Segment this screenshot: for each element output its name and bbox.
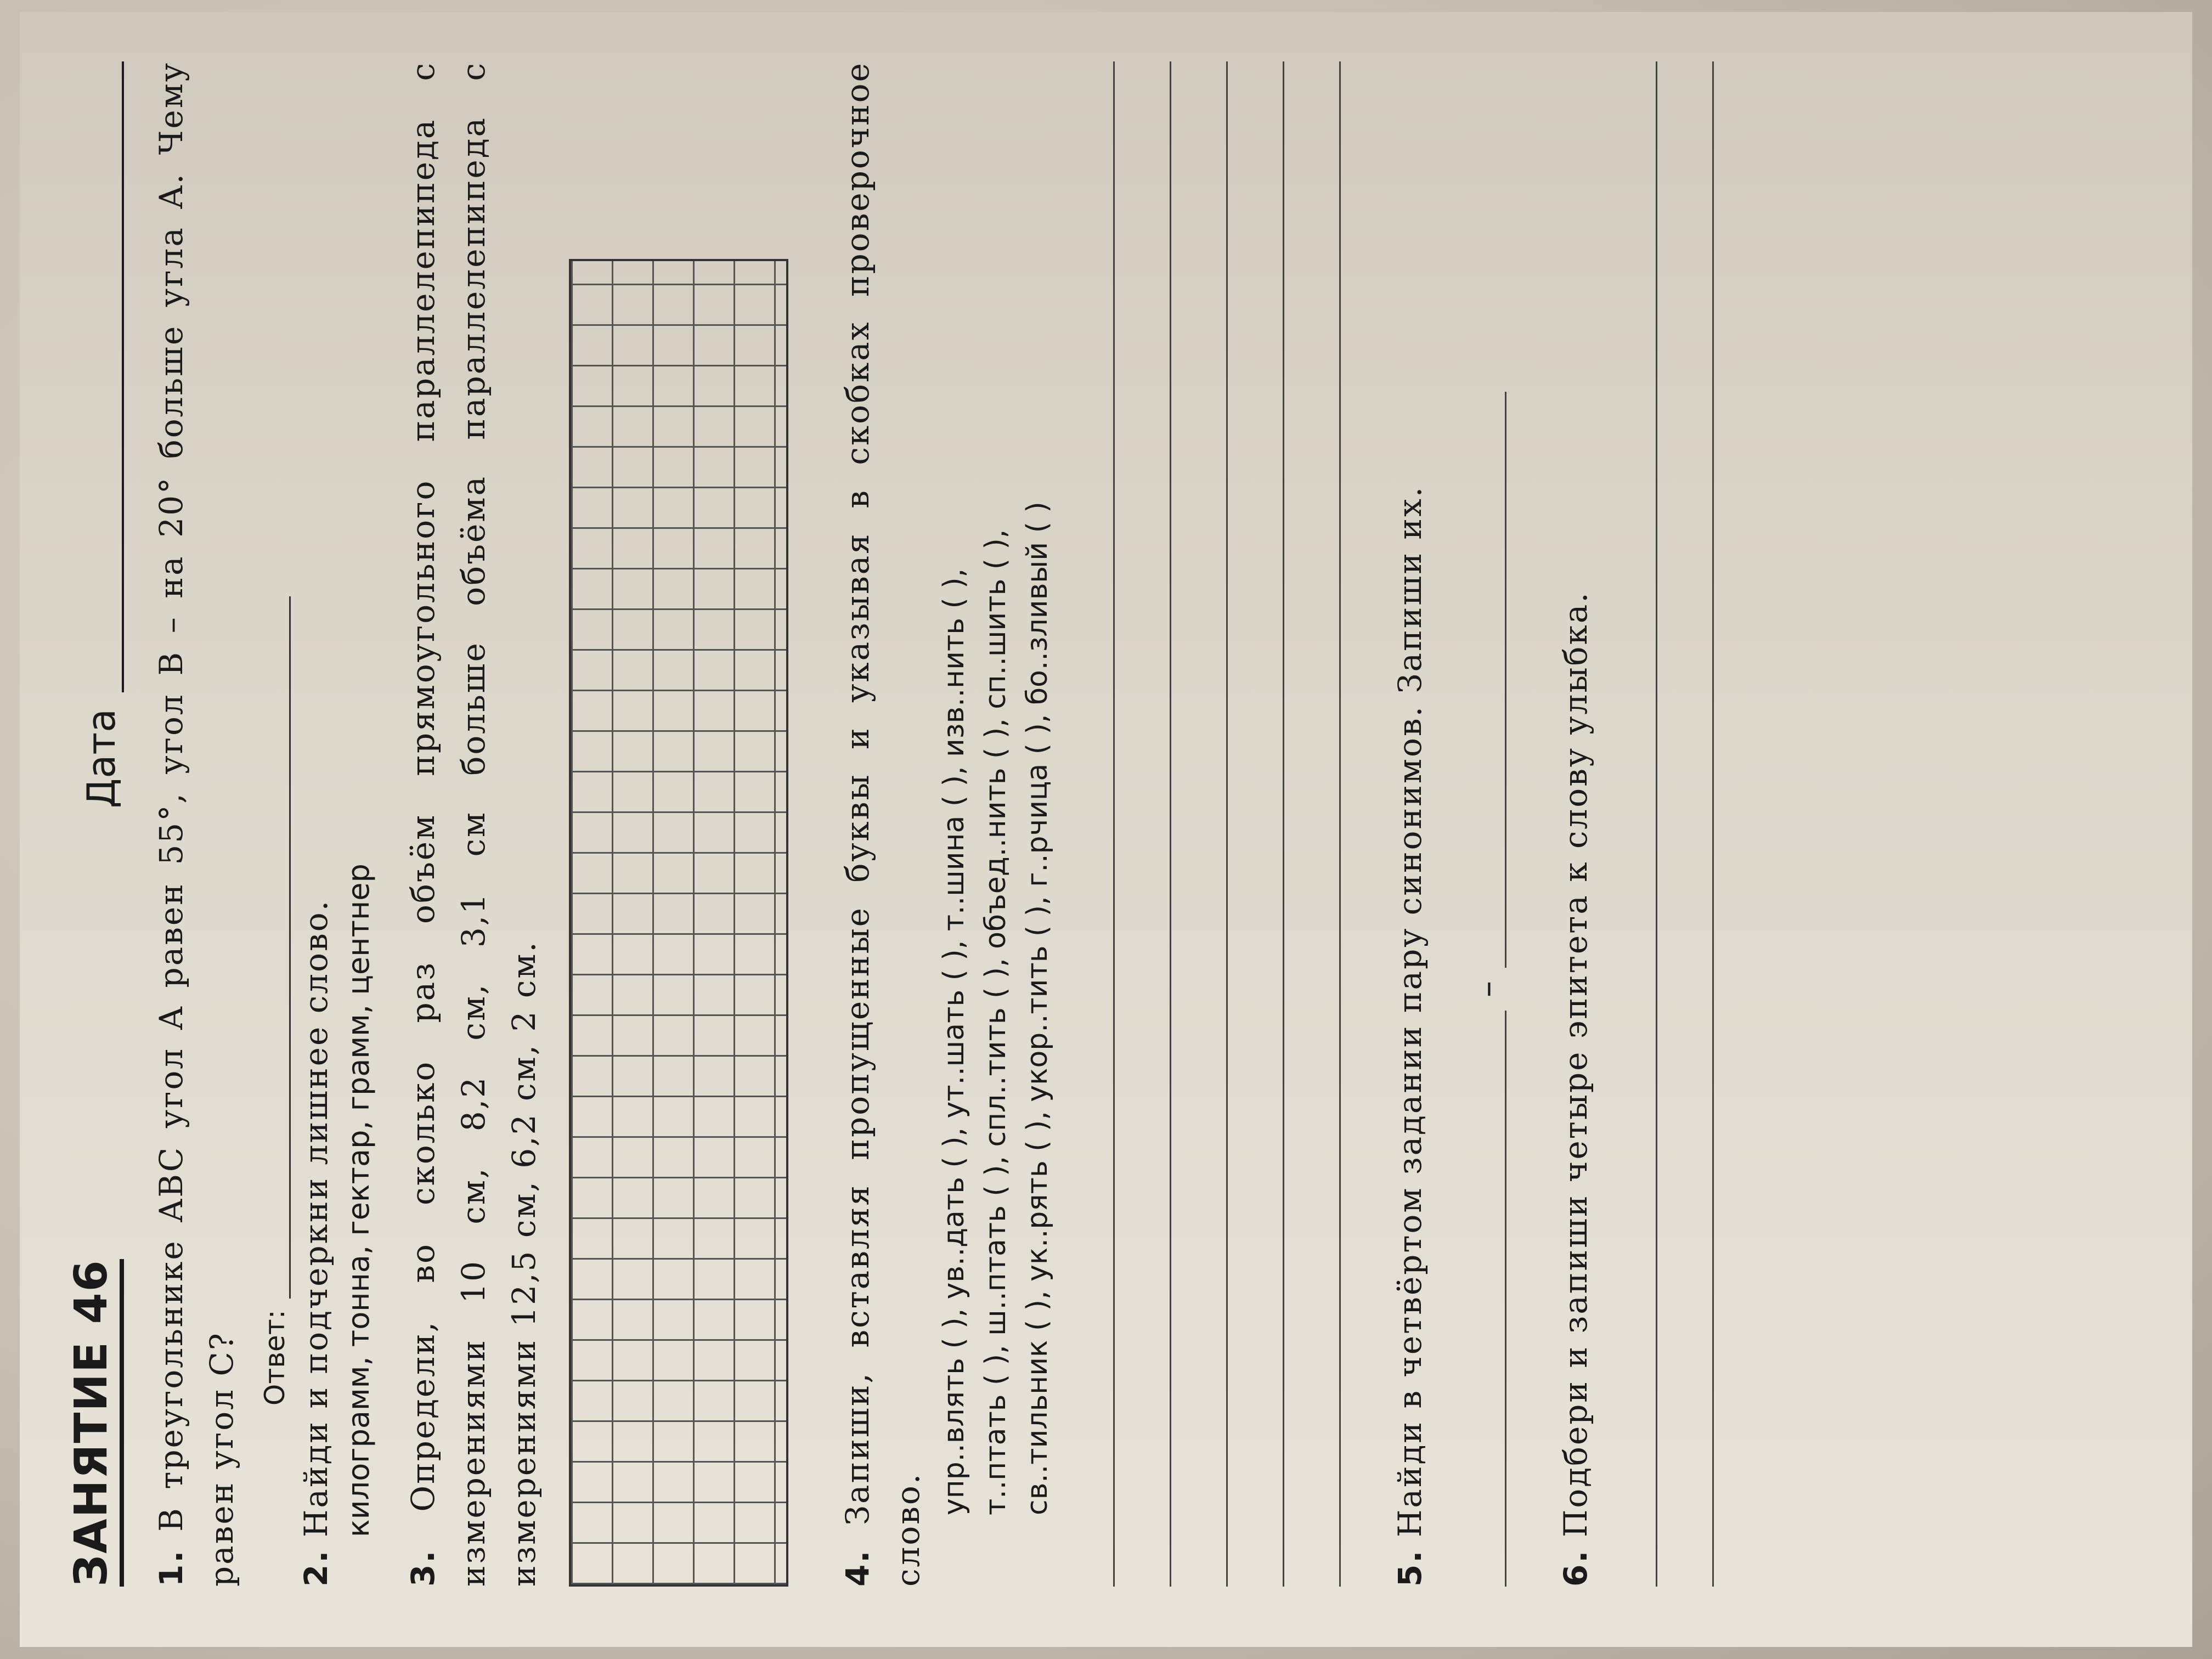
- writing-line[interactable]: [1601, 61, 1657, 1587]
- task-5-number: 5.: [1391, 1549, 1429, 1587]
- synonym-answer-row: [1435, 61, 1506, 1587]
- exercise-line: т..птать ( ), ш..птать ( ), спл..тить ( ), объед..нить ( ), сп..шить ( ),: [979, 529, 1012, 1515]
- task-4-writing-lines: [1058, 61, 1341, 1587]
- exercise-line: св..тильник ( ), ук..рять ( ), укор..тить ( ), г..рчица ( ), бо..зливый ( ): [1021, 501, 1054, 1515]
- writing-line[interactable]: [1228, 61, 1284, 1587]
- lesson-title: ЗАНЯТИЕ 46: [65, 1259, 124, 1587]
- date-field: [79, 61, 124, 808]
- task-4-number: 4.: [839, 1549, 876, 1587]
- date-label: Дата: [79, 709, 124, 809]
- page-header: [58, 61, 124, 1587]
- writing-line[interactable]: [1058, 61, 1115, 1587]
- synonym-line-2[interactable]: [1450, 392, 1506, 968]
- task-3-text: Определи, во сколько раз объём прямоугольного параллелепипеда с измерениями 10 см, 8,2 см, 3,1 см больше объёма параллелепипеда с измерениями 12,5 см, 6,2 см, 2 см.: [404, 61, 543, 1587]
- task-1-answer: [247, 61, 291, 1587]
- date-line[interactable]: [83, 61, 124, 692]
- task-2-text: Найди и подчеркни лишнее слово.: [297, 899, 335, 1538]
- writing-line[interactable]: [1657, 61, 1714, 1587]
- workbook-page: [20, 12, 2192, 1647]
- writing-line[interactable]: [1171, 61, 1228, 1587]
- task-1-number: 1.: [153, 1549, 190, 1587]
- answer-line[interactable]: [267, 596, 291, 1299]
- task-6-text: Подбери и запиши четыре эпитета к слову улыбка.: [1557, 591, 1594, 1538]
- task-2-number: 2.: [297, 1549, 335, 1587]
- task-3-number: 3.: [404, 1549, 442, 1587]
- answer-label: Ответ:: [259, 1310, 291, 1406]
- task-6-writing-lines: [1601, 61, 1714, 1587]
- writing-line[interactable]: [1284, 61, 1341, 1587]
- task-4-exercise: [933, 61, 1058, 1587]
- task-5: [1385, 61, 1435, 1587]
- task-3: [398, 61, 549, 1587]
- work-grid[interactable]: [569, 259, 788, 1587]
- task-1-text: В треугольнике ABC угол A равен 55°, угол B – на 20° больше угла A. Чему равен угол C?: [153, 61, 240, 1587]
- task-4-text: Запиши, вставляя пропущенные буквы и указывая в скобках проверочное слово.: [839, 61, 927, 1587]
- synonym-dash: –: [1468, 981, 1506, 997]
- exercise-line: упр..влять ( ), ув..дать ( ), ут..шать ( ), т..шина ( ), изв..нить ( ),: [938, 568, 970, 1515]
- task-6-number: 6.: [1557, 1549, 1594, 1587]
- task-1: [146, 61, 247, 1587]
- task-2-word-list: килограмм, тонна, гектар, грамм, центнер: [341, 864, 376, 1537]
- task-4: [832, 61, 933, 1587]
- writing-line[interactable]: [1115, 61, 1171, 1587]
- task-6: [1550, 61, 1601, 1587]
- task-5-text: Найди в четвёртом задании пару синонимов. Запиши их.: [1391, 485, 1429, 1538]
- task-2: [291, 61, 341, 1587]
- synonym-line-1[interactable]: [1450, 1011, 1506, 1587]
